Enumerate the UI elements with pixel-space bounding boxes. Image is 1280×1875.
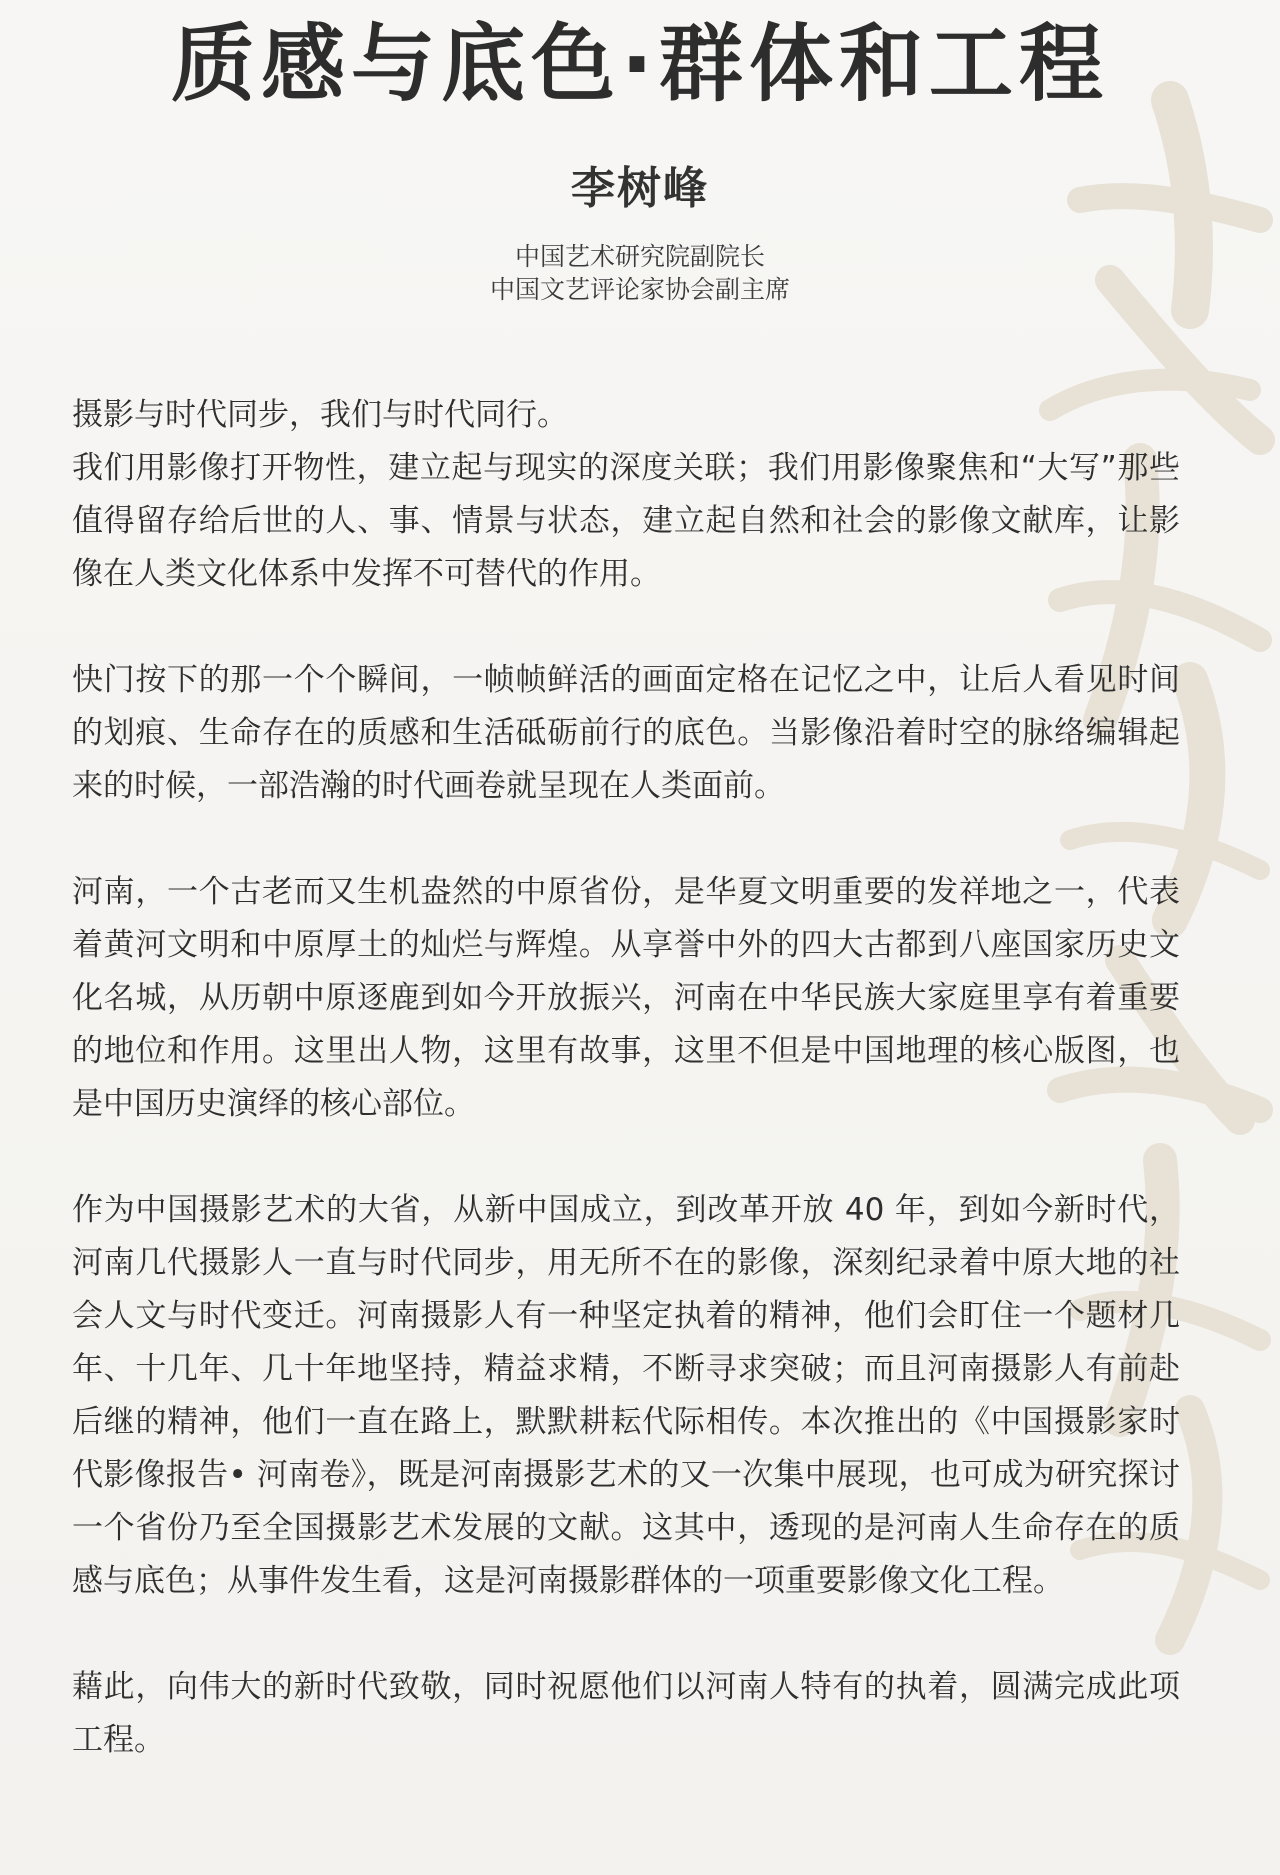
paragraph (72, 654, 1180, 813)
article-body (0, 389, 1280, 1767)
article-header (0, 0, 1280, 307)
author-role: 中国艺术研究院副院长 (514, 241, 765, 271)
paragraph-line: 快门按下的那一个个瞬间，一帧帧鲜活的画面定格在记忆之中，让后人看见时间的划痕、生命存在的质感和生活砥砺前行的底色。当影像沿着时空的脉络编辑起来的时候，一部浩瀚的时代画卷就呈现在人类面前。 (72, 662, 1180, 805)
paragraph (72, 1661, 1180, 1767)
paragraph-line: 我们用影像打开物性，建立起与现实的深度关联；我们用影像聚焦和“大写”那些值得留存给后世的人、事、情景与状态，建立起自然和社会的影像文献库，让影像在人类文化体系中发挥不可替代的作用。 (72, 450, 1180, 593)
paragraph-line: 摄影与时代同步，我们与时代同行。 (72, 397, 568, 434)
paragraph-line: 作为中国摄影艺术的大省，从新中国成立，到改革开放 40 年，到如今新时代，河南几代摄影人一直与时代同步，用无所不在的影像，深刻纪录着中原大地的社会人文与时代变迁。河南摄影人有一种坚定执着的精神，他们会盯住一个题材几年、十几年、几十年地坚持，精益求精，不断寻求突破；而且河南摄影人有前赴后继的精神，他们一直在路上，默默耕耘代际相传。本次推出的《中国摄影家时代影像报告• 河南卷》，既是河南摄影艺术的又一次集中展现，也可成为研究探讨一个省份乃至全国摄影艺术发展的文献。这其中，透现的是河南人生命存在的质感与底色；从事件发生看，这是河南摄影群体的一项重要影像文化工程。 (72, 1192, 1180, 1600)
paragraph (72, 1184, 1180, 1608)
paragraph-line: 藉此，向伟大的新时代致敬，同时祝愿他们以河南人特有的执着，圆满完成此项工程。 (72, 1669, 1180, 1759)
author-role: 中国文艺评论家协会副主席 (489, 275, 790, 305)
paragraph (72, 866, 1180, 1131)
article-title: 质感与底色·群体和工程 (171, 15, 1109, 113)
author-name: 李树峰 (571, 162, 709, 214)
author-roles (0, 240, 1280, 308)
paragraph (72, 389, 1180, 601)
paragraph-line: 河南，一个古老而又生机盎然的中原省份，是华夏文明重要的发祥地之一，代表着黄河文明和中原厚土的灿烂与辉煌。从享誉中外的四大古都到八座国家历史文化名城，从历朝中原逐鹿到如今开放振兴，河南在中华民族大家庭里享有着重要的地位和作用。这里出人物，这里有故事，这里不但是中国地理的核心版图，也是中国历史演绎的核心部位。 (72, 874, 1180, 1123)
